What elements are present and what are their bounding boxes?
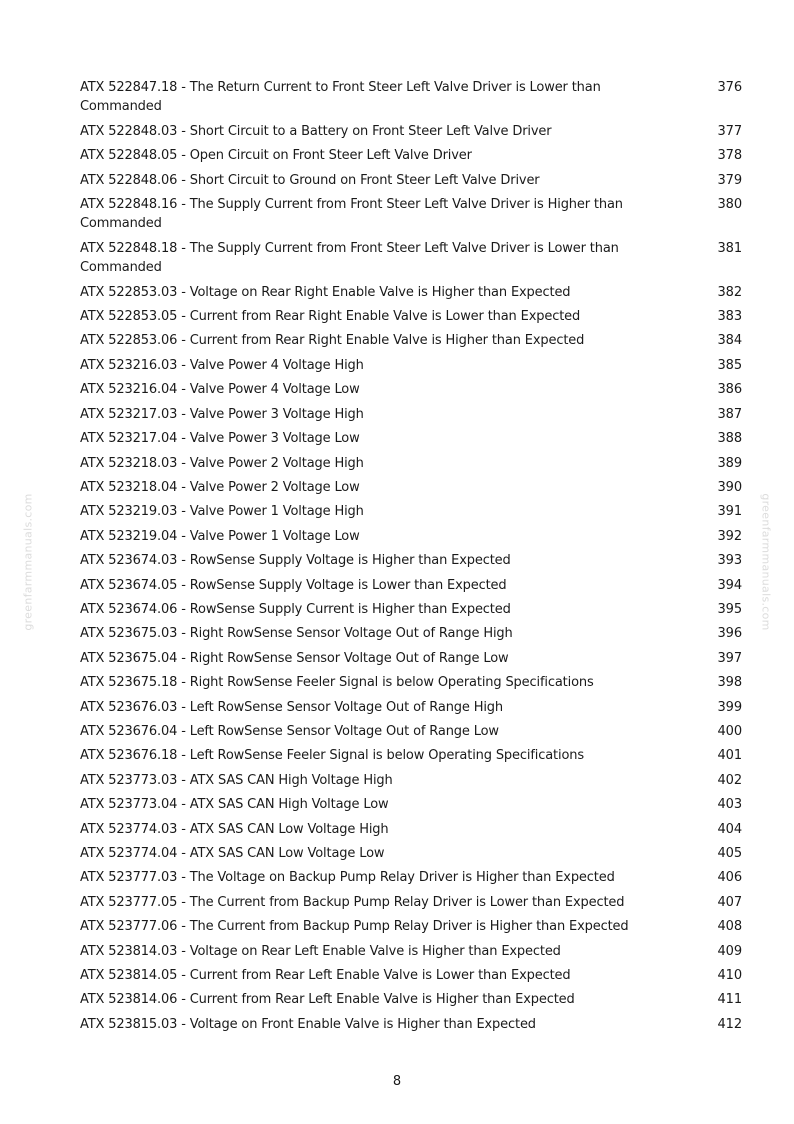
- toc-entry-title[interactable]: ATX 523777.03 - The Voltage on Backup Pump Relay Driver is Higher than Expected: [80, 870, 615, 886]
- toc-entry-page[interactable]: 398: [717, 675, 742, 691]
- toc-entry[interactable]: [80, 892, 742, 916]
- toc-entry-page[interactable]: 379: [717, 172, 742, 188]
- toc-entry[interactable]: [80, 965, 742, 989]
- toc-entry-title[interactable]: ATX 523774.04 - ATX SAS CAN Low Voltage Low: [80, 846, 385, 861]
- toc-entry-page[interactable]: 407: [717, 894, 742, 910]
- toc-entry-title[interactable]: ATX 523675.04 - Right RowSense Sensor Voltage Out of Range Low: [80, 650, 509, 666]
- toc-entry[interactable]: [80, 170, 742, 194]
- toc-entry[interactable]: [80, 121, 742, 145]
- toc-entry[interactable]: [80, 238, 742, 282]
- toc-entry[interactable]: [80, 941, 742, 965]
- toc-entry-page[interactable]: 378: [717, 148, 742, 164]
- toc-entry-page[interactable]: 387: [717, 406, 742, 422]
- toc-entry-page[interactable]: 386: [717, 382, 742, 398]
- toc-entry-page[interactable]: 396: [717, 626, 742, 642]
- toc-entry[interactable]: [80, 819, 742, 843]
- toc-entry-page[interactable]: 380: [717, 197, 742, 213]
- toc-entry-title[interactable]: ATX 523676.03 - Left RowSense Sensor Voltage Out of Range High: [80, 699, 504, 715]
- toc-entry-title[interactable]: ATX 523218.04 - Valve Power 2 Voltage Low: [80, 479, 360, 495]
- toc-entry[interactable]: [80, 77, 742, 121]
- toc-entry-page[interactable]: 406: [717, 870, 742, 886]
- toc-entry[interactable]: [80, 575, 742, 599]
- toc-entry[interactable]: [80, 794, 742, 818]
- toc-entry[interactable]: [80, 599, 742, 623]
- toc-entry-title[interactable]: ATX 523814.03 - Voltage on Rear Left Enable Valve is Higher than Expected: [80, 943, 561, 959]
- toc-entry-page[interactable]: 388: [717, 431, 742, 447]
- toc-entry-title[interactable]: ATX 523674.05 - RowSense Supply Voltage is Lower than Expected: [80, 577, 507, 593]
- toc-entry[interactable]: [80, 379, 742, 403]
- toc-entry[interactable]: [80, 916, 742, 940]
- toc-entry-title[interactable]: ATX 523675.18 - Right RowSense Feeler Signal is below Operating Specifications: [80, 675, 594, 691]
- toc-entry-title[interactable]: ATX 523777.05 - The Current from Backup Pump Relay Driver is Lower than Expected: [80, 894, 625, 910]
- toc-entry-page[interactable]: 384: [717, 333, 742, 349]
- toc-entry-page[interactable]: 401: [717, 748, 742, 764]
- table-of-contents: [80, 77, 742, 1038]
- toc-entry-title[interactable]: ATX 523674.03 - RowSense Supply Voltage is Higher than Expected: [80, 553, 511, 569]
- toc-entry-page[interactable]: 402: [717, 772, 742, 788]
- toc-entry[interactable]: [80, 648, 742, 672]
- toc-entry[interactable]: [80, 501, 742, 525]
- toc-entry-page[interactable]: 392: [717, 528, 742, 544]
- toc-entry-title[interactable]: ATX 522853.03 - Voltage on Rear Right Enable Valve is Higher than Expected: [80, 284, 571, 300]
- toc-entry-page[interactable]: 391: [717, 504, 742, 520]
- toc-entry-title[interactable]: ATX 523217.04 - Valve Power 3 Voltage Low: [80, 431, 360, 447]
- toc-entry-title[interactable]: ATX 523777.06 - The Current from Backup Pump Relay Driver is Higher than Expected: [80, 919, 629, 935]
- toc-entry-title[interactable]: ATX 523773.03 - ATX SAS CAN High Voltage High: [80, 772, 393, 788]
- watermark-left: greenfarmmanuals.com: [21, 493, 35, 631]
- toc-entry-page[interactable]: 404: [717, 821, 742, 837]
- toc-entry-page[interactable]: 403: [717, 797, 742, 813]
- toc-entry-page[interactable]: 389: [717, 455, 742, 471]
- toc-entry-page[interactable]: 394: [717, 577, 742, 593]
- toc-entry[interactable]: [80, 355, 742, 379]
- toc-entry[interactable]: [80, 145, 742, 169]
- toc-entry[interactable]: [80, 770, 742, 794]
- toc-entry-page[interactable]: 400: [717, 723, 742, 739]
- toc-entry-title[interactable]: ATX 523219.04 - Valve Power 1 Voltage Low: [80, 528, 360, 544]
- toc-entry-page[interactable]: 399: [717, 699, 742, 715]
- toc-entry-title[interactable]: ATX 523217.03 - Valve Power 3 Voltage High: [80, 406, 364, 422]
- toc-entry-page[interactable]: 409: [717, 943, 742, 959]
- toc-entry[interactable]: [80, 550, 742, 574]
- toc-entry[interactable]: [80, 867, 742, 891]
- toc-entry-title[interactable]: ATX 522848.18 - The Supply Current from Front Steer Left Valve Driver is Lower than Commanded: [80, 240, 619, 276]
- toc-entry-page[interactable]: 382: [717, 284, 742, 300]
- toc-entry-title[interactable]: ATX 523219.03 - Valve Power 1 Voltage High: [80, 504, 364, 520]
- toc-entry-page[interactable]: 408: [717, 919, 742, 935]
- toc-entry-page[interactable]: 397: [717, 650, 742, 666]
- toc-entry-page[interactable]: 390: [717, 479, 742, 495]
- toc-entry-title[interactable]: ATX 523675.03 - Right RowSense Sensor Voltage Out of Range High: [80, 626, 513, 642]
- toc-entry-title[interactable]: ATX 523773.04 - ATX SAS CAN High Voltage Low: [80, 797, 389, 813]
- toc-entry-title[interactable]: ATX 522848.03 - Short Circuit to a Battery on Front Steer Left Valve Driver: [80, 123, 552, 139]
- toc-entry-page[interactable]: 385: [717, 357, 742, 373]
- toc-entry-page[interactable]: 405: [717, 846, 742, 861]
- watermark-right: greenfarmmanuals.com: [759, 493, 773, 631]
- toc-entry-title[interactable]: ATX 523676.04 - Left RowSense Sensor Voltage Out of Range Low: [80, 723, 499, 739]
- toc-entry[interactable]: [80, 623, 742, 647]
- toc-entry-title[interactable]: ATX 522848.06 - Short Circuit to Ground on Front Steer Left Valve Driver: [80, 172, 540, 188]
- toc-entry[interactable]: [80, 1014, 742, 1038]
- toc-entry-title[interactable]: ATX 522847.18 - The Return Current to Front Steer Left Valve Driver is Lower than Commanded: [80, 80, 601, 115]
- toc-entry-title[interactable]: ATX 523218.03 - Valve Power 2 Voltage High: [80, 455, 364, 471]
- toc-entry[interactable]: [80, 672, 742, 696]
- toc-entry[interactable]: [80, 306, 742, 330]
- page-number: 8: [392, 1074, 402, 1089]
- toc-entry-title[interactable]: ATX 523814.06 - Current from Rear Left Enable Valve is Higher than Expected: [80, 992, 575, 1008]
- toc-entry-title[interactable]: ATX 523815.03 - Voltage on Front Enable Valve is Higher than Expected: [80, 1016, 536, 1032]
- toc-entry[interactable]: [80, 697, 742, 721]
- toc-entry-page[interactable]: 395: [717, 601, 742, 617]
- toc-entry-page[interactable]: 410: [717, 968, 742, 984]
- toc-entry-page[interactable]: 411: [717, 992, 742, 1008]
- toc-entry[interactable]: [80, 428, 742, 452]
- toc-entry[interactable]: [80, 843, 742, 867]
- toc-entry-title[interactable]: ATX 522853.05 - Current from Rear Right Enable Valve is Lower than Expected: [80, 309, 581, 325]
- toc-entry[interactable]: [80, 453, 742, 477]
- toc-entry-title[interactable]: ATX 522853.06 - Current from Rear Right Enable Valve is Higher than Expected: [80, 333, 585, 349]
- toc-entry-title[interactable]: ATX 522848.05 - Open Circuit on Front Steer Left Valve Driver: [80, 148, 472, 164]
- toc-entry-title[interactable]: ATX 523676.18 - Left RowSense Feeler Signal is below Operating Specifications: [80, 748, 584, 764]
- toc-entry[interactable]: [80, 330, 742, 354]
- toc-entry[interactable]: [80, 477, 742, 501]
- toc-entry-title[interactable]: ATX 522848.16 - The Supply Current from Front Steer Left Valve Driver is Higher than Commanded: [80, 197, 623, 232]
- toc-entry[interactable]: [80, 721, 742, 745]
- toc-entry-title[interactable]: ATX 523216.04 - Valve Power 4 Voltage Low: [80, 382, 360, 398]
- toc-entry-title[interactable]: ATX 523216.03 - Valve Power 4 Voltage High: [80, 357, 364, 373]
- toc-entry[interactable]: [80, 745, 742, 769]
- toc-entry[interactable]: [80, 404, 742, 428]
- toc-entry[interactable]: [80, 989, 742, 1013]
- toc-entry[interactable]: [80, 282, 742, 306]
- toc-entry-page[interactable]: 383: [717, 309, 742, 325]
- toc-entry[interactable]: [80, 526, 742, 550]
- toc-entry-title[interactable]: ATX 523674.06 - RowSense Supply Current is Higher than Expected: [80, 601, 511, 617]
- toc-entry-page[interactable]: 376: [717, 80, 742, 95]
- toc-entry[interactable]: [80, 194, 742, 238]
- toc-entry-title[interactable]: ATX 523814.05 - Current from Rear Left Enable Valve is Lower than Expected: [80, 968, 571, 984]
- toc-entry-page[interactable]: 377: [717, 123, 742, 139]
- toc-entry-page[interactable]: 381: [717, 240, 742, 256]
- toc-entry-title[interactable]: ATX 523774.03 - ATX SAS CAN Low Voltage High: [80, 821, 389, 837]
- toc-entry-page[interactable]: 393: [717, 553, 742, 569]
- toc-entry-page[interactable]: 412: [717, 1016, 742, 1032]
